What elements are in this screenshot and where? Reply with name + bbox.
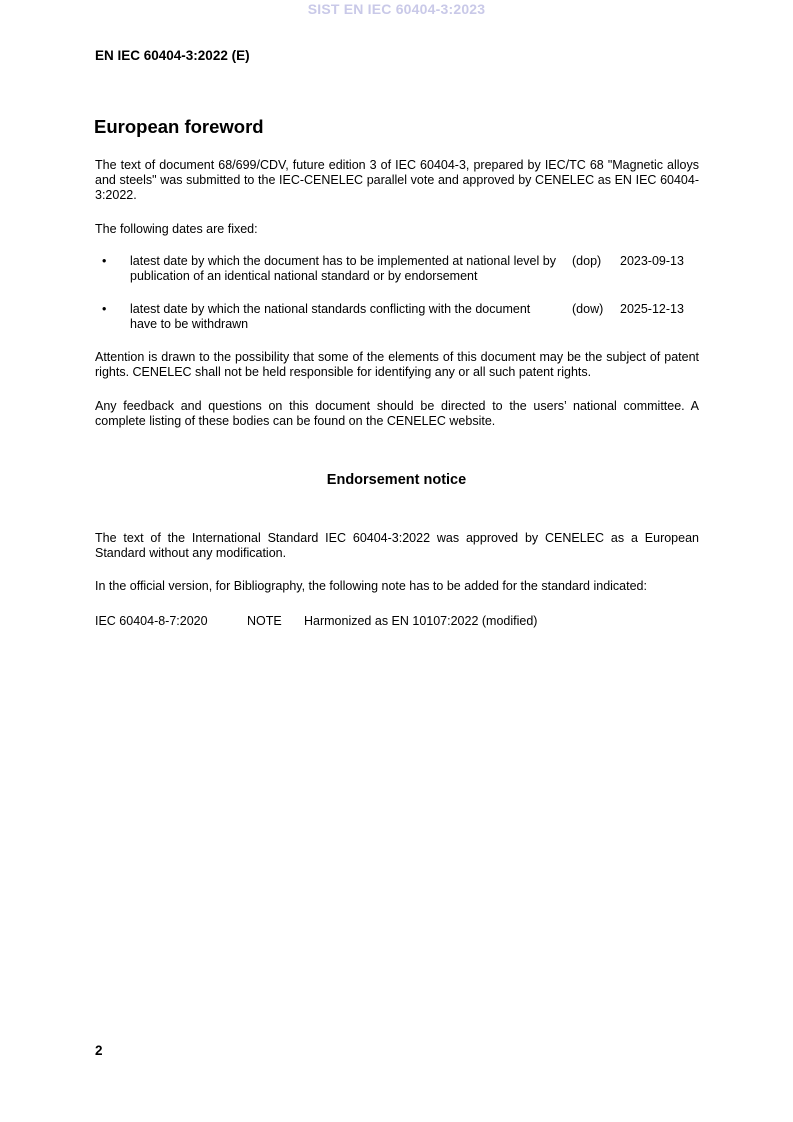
bullet-icon: • xyxy=(102,254,107,268)
date-item-code: (dow) xyxy=(572,302,604,316)
dates-intro-paragraph: The following dates are fixed: xyxy=(95,222,258,236)
note-label: NOTE xyxy=(247,614,282,628)
date-item-code: (dop) xyxy=(572,254,602,268)
date-item-text: latest date by which the national standards conflicting with the document have to be withdrawn xyxy=(130,302,531,331)
page-number: 2 xyxy=(95,1043,103,1058)
document-identifier: EN IEC 60404-3:2022 (E) xyxy=(95,48,250,63)
foreword-intro-paragraph: The text of document 68/699/CDV, future edition 3 of IEC 60404-3, prepared by IEC/TC 68 "Magnetic alloys and steels" was submitted to the IEC-CENELEC parallel vote and approved by CENELEC as EN IEC 60404-3:2022. xyxy=(95,158,699,202)
date-item-text: latest date by which the document has to be implemented at national level by publication of an identical national standard or by endorsement xyxy=(130,254,556,283)
date-item-value: 2025-12-13 xyxy=(620,302,684,316)
endorsement-paragraph: The text of the International Standard IEC 60404-3:2022 was approved by CENELEC as a European Standard without any modification. xyxy=(95,531,699,560)
watermark-text: SIST EN IEC 60404-3:2023 xyxy=(307,1,486,17)
bibliography-intro-paragraph: In the official version, for Bibliography, the following note has to be added for the standard indicated: xyxy=(95,579,647,593)
date-item-value: 2023-09-13 xyxy=(620,254,684,268)
bullet-icon: • xyxy=(102,302,107,316)
endorsement-title: Endorsement notice xyxy=(326,472,467,488)
foreword-title: European foreword xyxy=(94,116,264,137)
patent-paragraph: Attention is drawn to the possibility that some of the elements of this document may be the subject of patent rights. CENELEC shall not be held responsible for identifying any or all such patent rights. xyxy=(95,350,699,379)
feedback-paragraph: Any feedback and questions on this document should be directed to the users’ national committee. A complete listing of these bodies can be found on the CENELEC website. xyxy=(95,399,699,428)
note-standard: IEC 60404-8-7:2020 xyxy=(95,614,208,628)
note-text: Harmonized as EN 10107:2022 (modified) xyxy=(304,614,538,628)
